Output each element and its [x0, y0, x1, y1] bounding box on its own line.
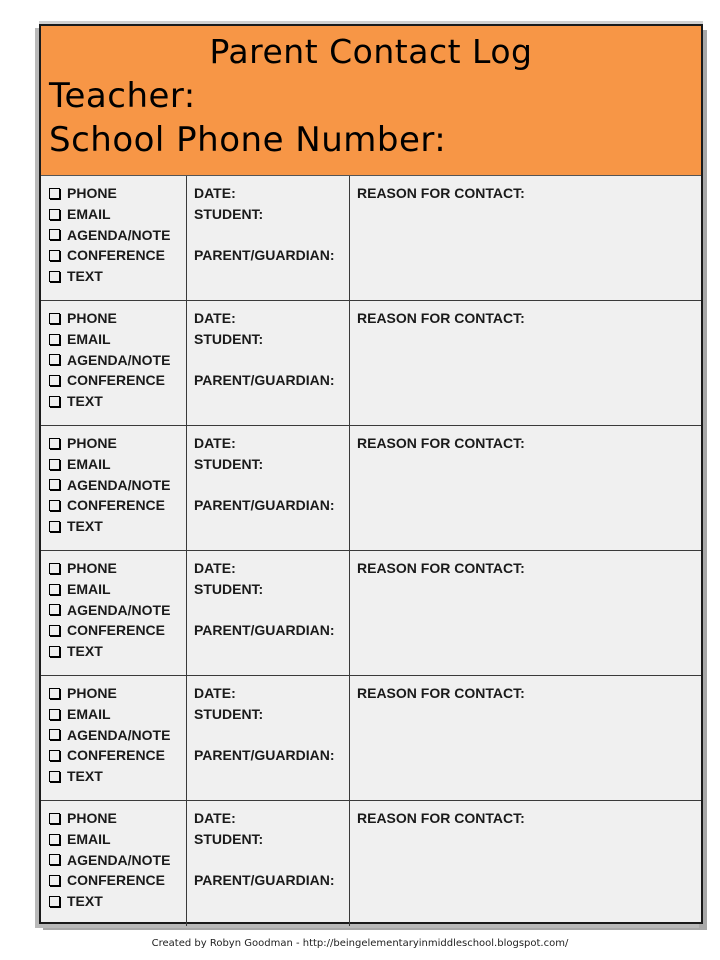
reason-label: REASON FOR CONTACT: [357, 310, 525, 326]
contact-method-label: EMAIL [67, 455, 111, 472]
parent-guardian-label: PARENT/GUARDIAN: [194, 247, 335, 264]
teacher-label: Teacher: [49, 76, 196, 116]
contact-method-label: CONFERENCE [67, 622, 166, 639]
parent-guardian-label: PARENT/GUARDIAN: [194, 872, 335, 889]
student-label: STUDENT: [194, 830, 264, 847]
footer-credit: Created by Robyn Goodman - http://beingelementaryinmiddleschool.blogspot.com/ [151, 938, 569, 949]
contact-method-label: AGENDA/NOTE [67, 726, 171, 743]
reason-label: REASON FOR CONTACT: [357, 185, 525, 201]
reason-cell[interactable] [350, 301, 701, 425]
checkbox-icon[interactable] [49, 646, 60, 657]
student-label: STUDENT: [194, 205, 264, 222]
contact-method-email[interactable] [49, 454, 186, 475]
contact-method-email[interactable] [49, 704, 186, 725]
date-label: DATE: [194, 685, 236, 701]
contact-method-email[interactable] [49, 329, 186, 350]
contact-method-label: PHONE [67, 435, 117, 451]
checkbox-icon[interactable] [49, 896, 60, 907]
contact-details-cell [187, 426, 350, 550]
contact-entry-row [41, 551, 701, 676]
checkbox-icon[interactable] [49, 625, 60, 636]
checkbox-icon[interactable] [49, 604, 60, 615]
contact-method-label: CONFERENCE [67, 372, 166, 389]
log-header [41, 26, 701, 176]
student-label: STUDENT: [194, 330, 264, 347]
checkbox-icon[interactable] [49, 479, 60, 490]
date-label: DATE: [194, 185, 236, 201]
date-label: DATE: [194, 810, 236, 826]
contact-method-label: PHONE [67, 560, 117, 576]
checkbox-icon[interactable] [49, 875, 60, 886]
reason-cell[interactable] [350, 676, 701, 800]
contact-log-sheet [39, 24, 703, 924]
checkbox-icon[interactable] [49, 334, 60, 345]
reason-label: REASON FOR CONTACT: [357, 435, 525, 451]
parent-guardian-label: PARENT/GUARDIAN: [194, 747, 335, 764]
checkbox-icon[interactable] [49, 521, 60, 532]
contact-method-cell [41, 551, 187, 675]
spacer [194, 600, 349, 621]
spacer [194, 225, 349, 246]
date-label: DATE: [194, 560, 236, 576]
contact-details-cell [187, 676, 350, 800]
contact-method-label: EMAIL [67, 580, 111, 597]
reason-label: REASON FOR CONTACT: [357, 560, 525, 576]
contact-method-label: EMAIL [67, 705, 111, 722]
contact-method-text[interactable] [49, 766, 186, 787]
contact-method-label: TEXT [67, 268, 103, 285]
contact-method-conference[interactable] [49, 495, 186, 516]
contact-method-phone[interactable] [49, 683, 186, 704]
contact-method-label: PHONE [67, 685, 117, 701]
contact-method-label: CONFERENCE [67, 247, 166, 264]
checkbox-icon[interactable] [49, 688, 60, 699]
reason-cell[interactable] [350, 426, 701, 550]
contact-method-conference[interactable] [49, 870, 186, 891]
parent-guardian-label: PARENT/GUARDIAN: [194, 497, 335, 514]
contact-method-label: PHONE [67, 310, 117, 326]
contact-method-cell [41, 301, 187, 425]
checkbox-icon[interactable] [49, 271, 60, 282]
checkbox-icon[interactable] [49, 354, 60, 365]
checkbox-icon[interactable] [49, 834, 60, 845]
checkbox-icon[interactable] [49, 396, 60, 407]
parent-guardian-label: PARENT/GUARDIAN: [194, 372, 335, 389]
contact-method-label: CONFERENCE [67, 872, 166, 889]
school-phone-label: School Phone Number: [49, 120, 447, 160]
checkbox-icon[interactable] [49, 313, 60, 324]
contact-method-email[interactable] [49, 204, 186, 225]
date-label: DATE: [194, 435, 236, 451]
contact-method-label: AGENDA/NOTE [67, 476, 171, 493]
contact-method-label: PHONE [67, 185, 117, 201]
checkbox-icon[interactable] [49, 500, 60, 511]
reason-label: REASON FOR CONTACT: [357, 685, 525, 701]
contact-method-phone[interactable] [49, 308, 186, 329]
reason-label: REASON FOR CONTACT: [357, 810, 525, 826]
contact-method-label: CONFERENCE [67, 497, 166, 514]
contact-method-phone[interactable] [49, 183, 186, 204]
contact-method-label: AGENDA/NOTE [67, 851, 171, 868]
reason-cell[interactable] [350, 551, 701, 675]
contact-entry-row [41, 176, 701, 301]
contact-method-label: TEXT [67, 393, 103, 410]
contact-method-label: TEXT [67, 893, 103, 910]
contact-method-label: AGENDA/NOTE [67, 351, 171, 368]
contact-method-label: EMAIL [67, 205, 111, 222]
reason-cell[interactable] [350, 176, 701, 300]
contact-entry-row [41, 426, 701, 551]
contact-method-label: EMAIL [67, 830, 111, 847]
checkbox-icon[interactable] [49, 563, 60, 574]
checkbox-icon[interactable] [49, 229, 60, 240]
contact-method-label: CONFERENCE [67, 747, 166, 764]
parent-guardian-label: PARENT/GUARDIAN: [194, 622, 335, 639]
contact-method-conference[interactable] [49, 620, 186, 641]
contact-method-label: AGENDA/NOTE [67, 226, 171, 243]
spacer [194, 475, 349, 496]
checkbox-icon[interactable] [49, 813, 60, 824]
checkbox-icon[interactable] [49, 375, 60, 386]
contact-entry-row [41, 301, 701, 426]
contact-method-label: TEXT [67, 768, 103, 785]
contact-entry-row [41, 801, 701, 926]
student-label: STUDENT: [194, 705, 264, 722]
checkbox-icon[interactable] [49, 459, 60, 470]
contact-entry-row [41, 676, 701, 801]
checkbox-icon[interactable] [49, 188, 60, 199]
spacer [194, 725, 349, 746]
contact-method-label: TEXT [67, 518, 103, 535]
contact-method-cell [41, 801, 187, 926]
checkbox-icon[interactable] [49, 854, 60, 865]
contact-details-cell [187, 176, 350, 300]
checkbox-icon[interactable] [49, 209, 60, 220]
contact-method-text[interactable] [49, 891, 186, 912]
contact-method-text[interactable] [49, 391, 186, 412]
contact-method-conference[interactable] [49, 370, 186, 391]
contact-method-phone[interactable] [49, 808, 186, 829]
spacer [194, 350, 349, 371]
contact-details-cell [187, 801, 350, 926]
contact-method-cell [41, 426, 187, 550]
contact-method-cell [41, 676, 187, 800]
contact-method-text[interactable] [49, 266, 186, 287]
student-label: STUDENT: [194, 455, 264, 472]
student-label: STUDENT: [194, 580, 264, 597]
checkbox-icon[interactable] [49, 250, 60, 261]
checkbox-icon[interactable] [49, 438, 60, 449]
checkbox-icon[interactable] [49, 729, 60, 740]
contact-details-cell [187, 551, 350, 675]
contact-method-agenda-note[interactable] [49, 600, 186, 621]
contact-details-cell [187, 301, 350, 425]
checkbox-icon[interactable] [49, 584, 60, 595]
checkbox-icon[interactable] [49, 771, 60, 782]
contact-method-text[interactable] [49, 516, 186, 537]
contact-method-phone[interactable] [49, 433, 186, 454]
contact-method-phone[interactable] [49, 558, 186, 579]
contact-method-label: TEXT [67, 643, 103, 660]
contact-method-conference[interactable] [49, 245, 186, 266]
date-label: DATE: [194, 310, 236, 326]
contact-method-agenda-note[interactable] [49, 350, 186, 371]
spacer [194, 850, 349, 871]
contact-method-agenda-note[interactable] [49, 225, 186, 246]
contact-method-text[interactable] [49, 641, 186, 662]
contact-method-cell [41, 176, 187, 300]
contact-method-email[interactable] [49, 829, 186, 850]
checkbox-icon[interactable] [49, 709, 60, 720]
contact-method-agenda-note[interactable] [49, 725, 186, 746]
reason-cell[interactable] [350, 801, 701, 926]
page-title: Parent Contact Log [209, 32, 533, 71]
contact-method-label: AGENDA/NOTE [67, 601, 171, 618]
contact-method-agenda-note[interactable] [49, 475, 186, 496]
contact-method-label: PHONE [67, 810, 117, 826]
contact-method-agenda-note[interactable] [49, 850, 186, 871]
checkbox-icon[interactable] [49, 750, 60, 761]
contact-method-conference[interactable] [49, 745, 186, 766]
contact-entries [41, 176, 701, 926]
contact-method-label: EMAIL [67, 330, 111, 347]
contact-method-email[interactable] [49, 579, 186, 600]
